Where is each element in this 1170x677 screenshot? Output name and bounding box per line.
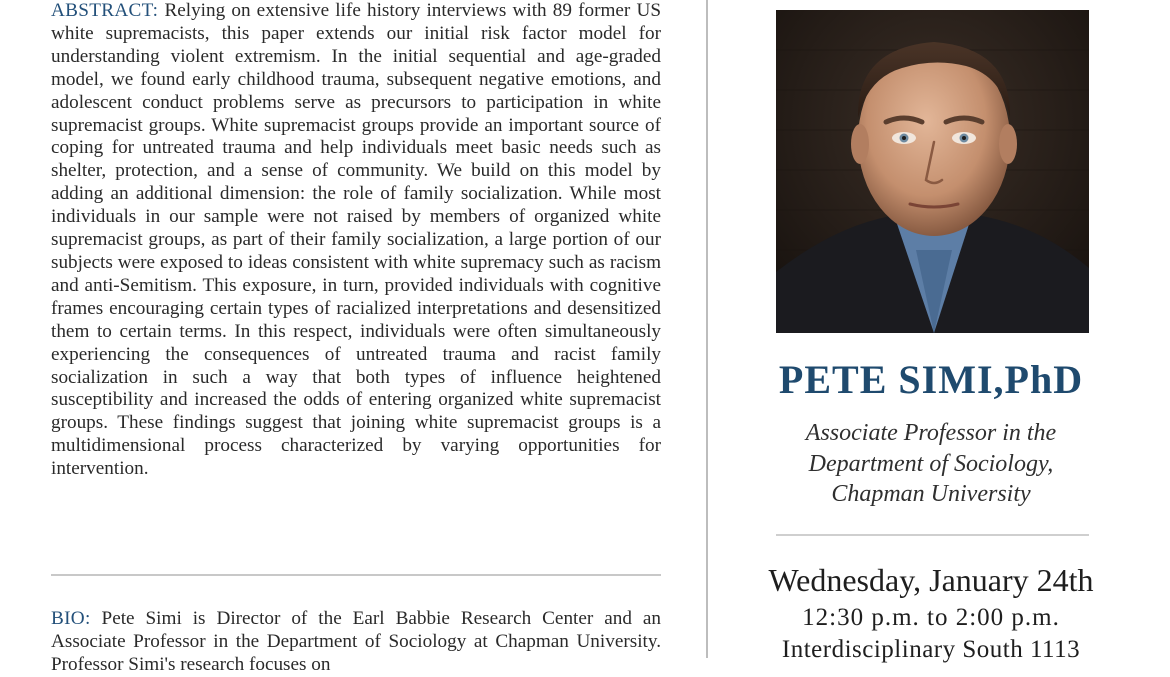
speaker-title-line: Chapman University bbox=[831, 481, 1031, 507]
section-divider bbox=[51, 574, 661, 576]
speaker-photo bbox=[776, 10, 1089, 333]
event-divider bbox=[776, 534, 1089, 536]
speaker-title bbox=[708, 418, 1154, 510]
speaker-title-line: Department of Sociology, bbox=[808, 450, 1054, 477]
abstract-label: ABSTRACT: bbox=[51, 0, 159, 21]
right-column bbox=[708, 0, 1170, 663]
portrait-illustration bbox=[776, 10, 1089, 333]
bio-label: BIO: bbox=[51, 608, 91, 629]
event-date: Wednesday, January 24th bbox=[768, 562, 1094, 598]
event-time: 12:30 p.m. to 2:00 p.m. bbox=[802, 604, 1060, 631]
speaker-name: PETE SIMI,PhD bbox=[778, 357, 1084, 402]
abstract-text: Relying on extensive life history interviews with 89 former US white supremacists, this paper extends our initial risk factor model for understanding violent extremism. In the initial sequential and age-graded model, we found early childhood trauma, subsequent negative emotions, and adolescent conduct problems serve as precursors to participation in white supremacist groups. White supremacist groups provide an important source of coping for untreated trauma and help individuals meet basic needs such as shelter, protection, and a sense of community. We build on this model by adding an additional dimension: the role of family socialization. While most individuals in our sample were not raised by members of organized white supremacist groups, as part of their family socialization, a large portion of our subjects were exposed to ideas consistent with white supremacy such as racism and anti-Semitism. This exposure, in turn, provided individuals with cognitive frames encouraging certain types of racialized interpretations and desensitized them to certain terms. In this respect, individuals were often simultaneously experiencing the consequences of untreated trauma and racist family socialization in such a way that both types of influence heightened susceptibility and increased the odds of entering organized white supremacist groups. These findings suggest that joining white supremacist groups is a multidimensional process characterized by varying opportunities for intervention. bbox=[51, 0, 661, 480]
bio-paragraph bbox=[51, 608, 661, 677]
left-column bbox=[51, 0, 661, 675]
bio-text: Pete Simi is Director of the Earl Babbie Research Center and an Associate Professor in the Department of Sociology at Chapman University. Professor Simi's research focuses on bbox=[51, 608, 661, 675]
speaker-title-line: Associate Professor in the bbox=[805, 420, 1057, 446]
event-location: Interdisciplinary South 1113 bbox=[781, 636, 1081, 663]
abstract-paragraph bbox=[51, 0, 661, 481]
